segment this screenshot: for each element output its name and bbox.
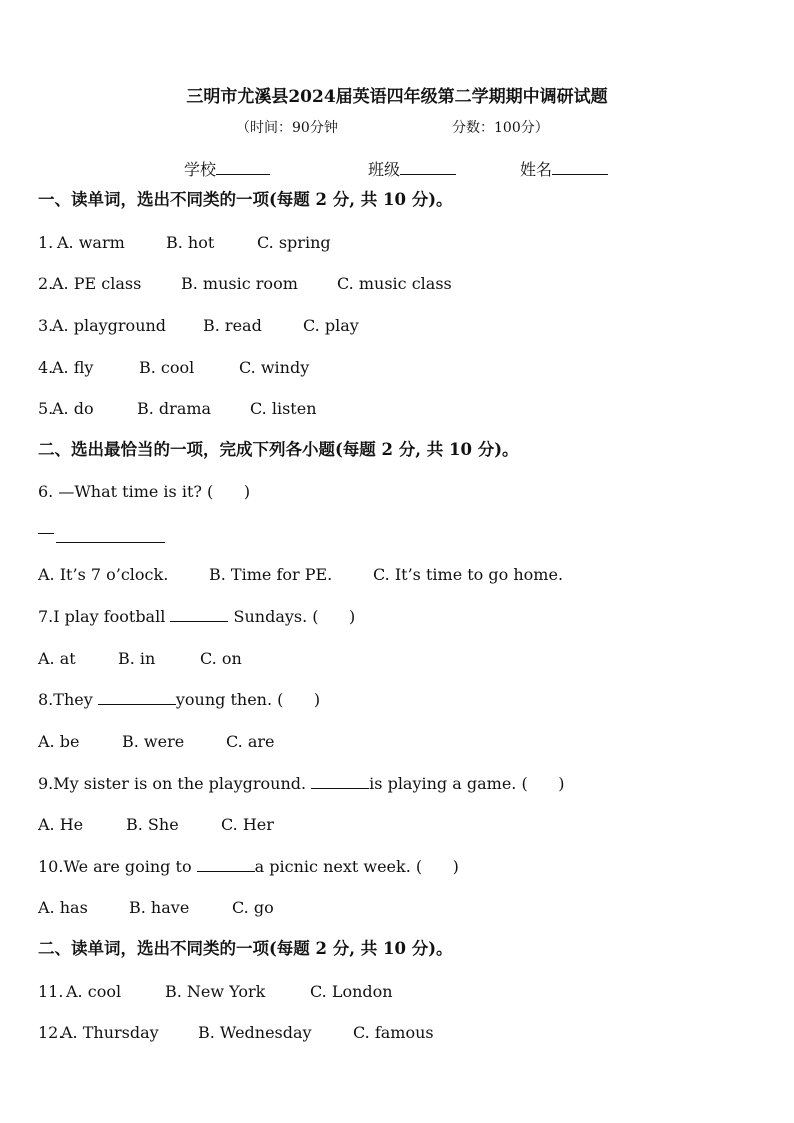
school-field (184, 160, 270, 180)
option-c[interactable]: C. windy (239, 358, 310, 377)
option-a[interactable]: A. PE class (52, 274, 142, 293)
question-stem (38, 774, 564, 794)
stem-text: 9.My sister is on the playground. (38, 774, 312, 793)
name-blank[interactable] (552, 160, 608, 175)
stem-text: Sundays. ( ) (228, 607, 356, 626)
option-a[interactable]: A. cool (66, 982, 122, 1001)
question-stem: 6. —What time is it? ( ) (38, 482, 251, 501)
option-c[interactable]: C. are (226, 732, 275, 751)
option-b[interactable]: B. drama (137, 399, 212, 418)
class-blank[interactable] (400, 160, 456, 175)
question-stem (38, 690, 320, 710)
answer-line[interactable] (38, 523, 165, 543)
option-b[interactable]: B. She (126, 815, 179, 834)
stem-text: 8.They (38, 690, 98, 709)
score-info: 分数：100分） (452, 120, 549, 136)
fill-blank[interactable] (98, 690, 176, 705)
option-a[interactable]: A. Thursday (61, 1023, 159, 1042)
option-a[interactable]: A. fly (52, 358, 94, 377)
question-number: 5. (38, 399, 54, 418)
option-c[interactable]: C. go (232, 898, 274, 917)
option-c[interactable]: C. It’s time to go home. (373, 565, 564, 584)
option-b[interactable]: B. have (129, 898, 190, 917)
fill-blank[interactable] (170, 607, 228, 622)
option-c[interactable]: C. on (200, 649, 242, 668)
question-number: 11. (38, 982, 69, 1001)
section-heading: 一、读单词，选出不同类的一项(每题 2 分, 共 10 分)。 (38, 190, 453, 209)
option-b[interactable]: B. Wednesday (198, 1023, 312, 1042)
answer-blank[interactable] (56, 542, 165, 543)
question-number: 4. (38, 358, 54, 377)
option-a[interactable]: A. playground (52, 316, 167, 335)
fill-blank[interactable] (311, 774, 369, 789)
question-number: 1. (38, 233, 59, 252)
option-c[interactable]: C. London (310, 982, 393, 1001)
stem-text: a picnic next week. ( ) (254, 857, 459, 876)
option-a[interactable]: A. be (38, 732, 80, 751)
question-stem (38, 857, 459, 877)
stem-text: 10.We are going to (38, 857, 197, 876)
question-stem (38, 607, 355, 627)
question-number: 3. (38, 316, 54, 335)
fill-blank[interactable] (197, 857, 255, 872)
option-a[interactable]: A. He (38, 815, 84, 834)
time-info: （时间：90分钟 (236, 120, 338, 136)
option-b[interactable]: B. were (122, 732, 185, 751)
option-b[interactable]: B. in (118, 649, 156, 668)
name-label: 姓名 (520, 160, 553, 179)
class-field (368, 160, 456, 180)
section-heading: 二、选出最恰当的一项，完成下列各小题(每题 2 分, 共 10 分)。 (38, 440, 519, 459)
stem-text: young then. ( ) (175, 690, 321, 709)
option-c[interactable]: C. Her (221, 815, 274, 834)
option-c[interactable]: C. music class (337, 274, 452, 293)
option-b[interactable]: B. hot (166, 233, 215, 252)
stem-text: 7.I play football (38, 607, 171, 626)
option-a[interactable]: A. do (52, 399, 94, 418)
option-b[interactable]: B. Time for PE. (209, 565, 333, 584)
option-a[interactable]: A. It’s 7 o’clock. (38, 565, 169, 584)
option-c[interactable]: C. play (303, 316, 359, 335)
option-b[interactable]: B. read (203, 316, 262, 335)
option-b[interactable]: B. music room (181, 274, 298, 293)
school-blank[interactable] (216, 160, 270, 175)
stem-text: is playing a game. ( ) (369, 774, 565, 793)
question-number: 12. (38, 1023, 64, 1042)
question-number: 2. (38, 274, 54, 293)
option-c[interactable]: C. listen (250, 399, 317, 418)
option-b[interactable]: B. New York (165, 982, 266, 1001)
section-heading: 二、读单词，选出不同类的一项(每题 2 分, 共 10 分)。 (38, 939, 453, 958)
option-a[interactable]: A. has (38, 898, 88, 917)
name-field (520, 160, 608, 180)
option-b[interactable]: B. cool (139, 358, 195, 377)
exam-title: 三明市尤溪县2024届英语四年级第二学期期中调研试题 (186, 87, 608, 107)
option-a[interactable]: A. at (38, 649, 76, 668)
option-c[interactable]: C. spring (257, 233, 331, 252)
answer-dash (38, 533, 54, 534)
option-a[interactable]: A. warm (57, 233, 125, 252)
class-label: 班级 (368, 160, 401, 179)
school-label: 学校 (184, 160, 217, 179)
option-c[interactable]: C. famous (353, 1023, 434, 1042)
